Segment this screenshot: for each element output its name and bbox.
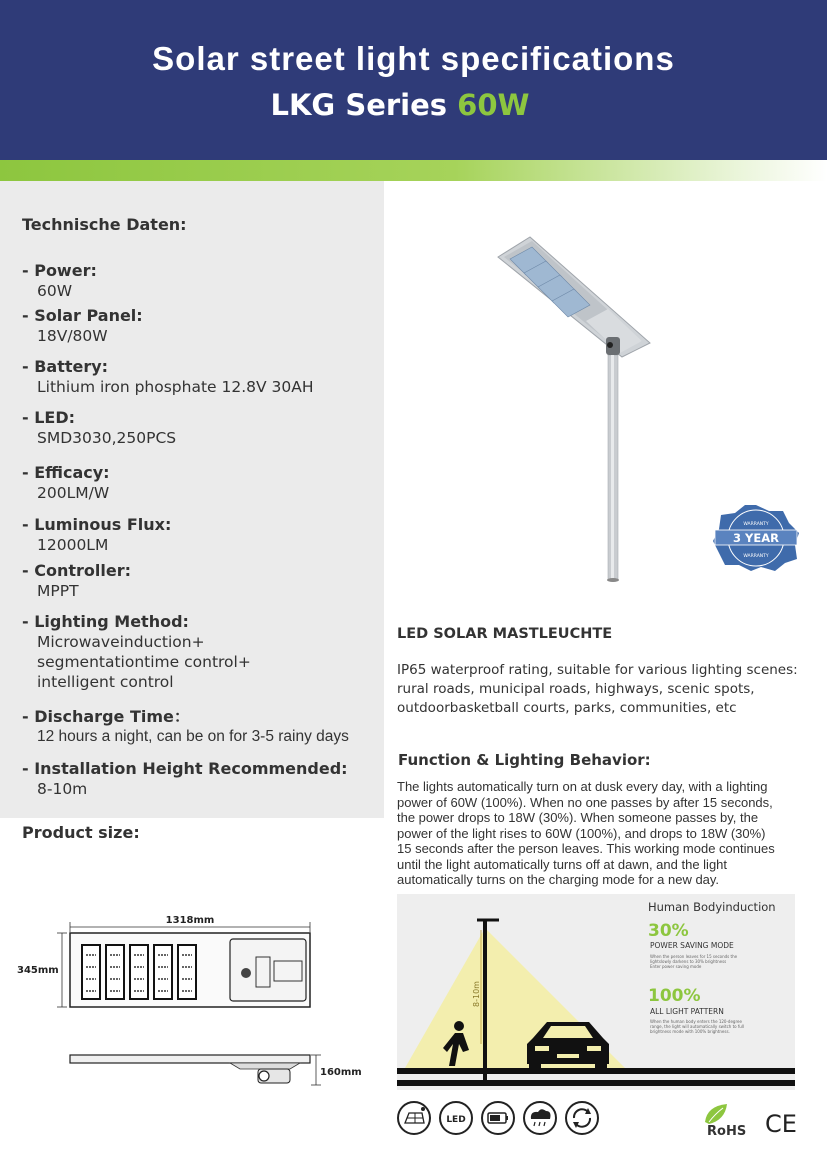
feature-icons xyxy=(396,1099,608,1139)
function-line: power of the light rises to 60W (100%), and drops to 18W (30%) xyxy=(397,825,766,841)
ce-mark: CE xyxy=(765,1110,797,1138)
controller-box xyxy=(230,939,306,1001)
spec-label: - Battery: xyxy=(22,357,109,376)
spec-lighting-method xyxy=(22,612,251,692)
spec-value: SMD3030,250PCS xyxy=(37,429,177,447)
spec-value: 8-10m xyxy=(37,780,88,798)
warranty-badge xyxy=(711,503,801,573)
product-size-title: Product size: xyxy=(22,823,140,842)
cycle-icon xyxy=(566,1102,598,1134)
induction-diagram xyxy=(397,894,795,1090)
certifications xyxy=(695,1100,805,1140)
led-icon-label: LED xyxy=(446,1115,466,1125)
spec-installation-height xyxy=(22,759,348,799)
series-power: 60W xyxy=(457,88,530,122)
spec-battery xyxy=(22,357,314,397)
mode1-desc: lightslowly darkens to 30% brightness xyxy=(650,959,727,964)
led-modules xyxy=(82,945,196,999)
spec-label: - Controller: xyxy=(22,561,131,580)
street-light-image xyxy=(490,235,660,585)
mode1-name: POWER SAVING MODE xyxy=(650,941,734,950)
series-subtitle xyxy=(0,88,800,122)
lamp-side-view xyxy=(70,1055,310,1063)
function-line: until the light automatically turns off at dawn, and the light xyxy=(397,856,728,872)
spec-value: MPPT xyxy=(37,582,79,600)
function-title: Function & Lighting Behavior: xyxy=(398,751,651,769)
spec-controller xyxy=(22,561,131,601)
rohs-logo xyxy=(705,1104,746,1139)
function-line: automatically turns on the charging mode for a new day. xyxy=(397,872,720,887)
light-pole xyxy=(483,920,487,1080)
product-description xyxy=(397,661,798,718)
spec-label: - LED: xyxy=(22,408,76,427)
spec-discharge-time xyxy=(22,707,349,747)
mode1-percent: 30% xyxy=(648,921,689,941)
spec-value: 12 hours a night, can be on for 3-5 rainy days xyxy=(37,728,349,745)
height-label: 160mm xyxy=(320,1067,362,1078)
mode2-desc: range, the light will automatically switch to full xyxy=(650,1024,745,1029)
spec-luminous-flux xyxy=(22,515,171,555)
badge-main-text: 3 YEAR xyxy=(733,531,779,545)
description-line: IP65 waterproof rating, suitable for various lighting scenes: xyxy=(397,662,798,678)
function-line: 15 seconds after the person leaves. This working mode continues xyxy=(397,841,775,856)
spec-value: 12000LM xyxy=(37,536,109,554)
badge-bottom-text: WARRANTY xyxy=(743,554,769,559)
sensor-icon xyxy=(241,968,251,978)
page-title: Solar street light specifications xyxy=(152,40,675,77)
spec-value: segmentationtime control+ xyxy=(37,653,251,671)
spec-label: - Luminous Flux: xyxy=(22,515,172,534)
function-paragraph xyxy=(397,779,775,888)
spec-efficacy xyxy=(22,463,110,503)
specs-title: Technische Daten: xyxy=(22,215,187,234)
series-name: LKG Series xyxy=(270,88,458,122)
mode2-percent: 100% xyxy=(648,986,701,1006)
rohs-text: RoHS xyxy=(707,1124,747,1139)
mode2-desc: brightness mode with 100% brightness. xyxy=(650,1029,730,1034)
length-label: 1318mm xyxy=(165,915,215,926)
spec-value: Microwaveinduction+ xyxy=(37,633,205,651)
spec-label: - Installation Height Recommended: xyxy=(22,759,348,778)
function-line: the power drops to 18W (30%). When someone passes by, the xyxy=(397,810,759,825)
spec-label: - Solar Panel: xyxy=(22,306,143,325)
mode1-desc: When the person leaves for 15 seconds the xyxy=(650,954,738,959)
led-icon xyxy=(440,1102,472,1134)
description-line: rural roads, municipal roads, highways, scenic spots, xyxy=(397,681,755,697)
spec-power xyxy=(22,261,97,301)
battery-icon xyxy=(482,1102,514,1134)
spec-label: - Efficacy: xyxy=(22,463,110,482)
function-line: The lights automatically turn on at dusk every day, with a lighting xyxy=(397,779,768,794)
height-marker: 8-10m xyxy=(472,981,481,1007)
solar-panel-icon xyxy=(398,1102,430,1134)
header-banner xyxy=(0,0,827,160)
green-accent-bar xyxy=(0,160,827,181)
spec-led xyxy=(22,408,176,448)
diagram-title: Human Bodyinduction xyxy=(648,900,776,914)
description-line: outdoorbasketball courts, parks, communities, etc xyxy=(397,700,737,716)
product-name: LED SOLAR MASTLEUCHTE xyxy=(397,626,613,642)
spec-label: - Lighting Method: xyxy=(22,612,189,631)
rain-cloud-icon xyxy=(524,1102,556,1134)
product-size-drawing xyxy=(0,895,384,1095)
spec-value: 18V/80W xyxy=(37,327,108,345)
spec-value: Lithium iron phosphate 12.8V 30AH xyxy=(37,378,314,396)
spec-value: 200LM/W xyxy=(37,484,110,502)
badge-top-text: WARRANTY xyxy=(743,522,769,527)
mode2-desc: When the human body enters the 120-degree xyxy=(650,1019,742,1024)
function-line: power of 60W (100%). When no one passes by after 15 seconds, xyxy=(397,794,773,810)
spec-label: - Discharge Time： xyxy=(22,707,190,726)
spec-solar-panel xyxy=(22,306,143,346)
spec-value: intelligent control xyxy=(37,673,174,691)
width-label: 345mm xyxy=(17,965,59,976)
spec-label: - Power: xyxy=(22,261,97,280)
mode1-desc: Enter power saving mode xyxy=(650,964,702,969)
mode2-name: ALL LIGHT PATTERN xyxy=(650,1007,724,1016)
spec-value: 60W xyxy=(37,282,73,300)
